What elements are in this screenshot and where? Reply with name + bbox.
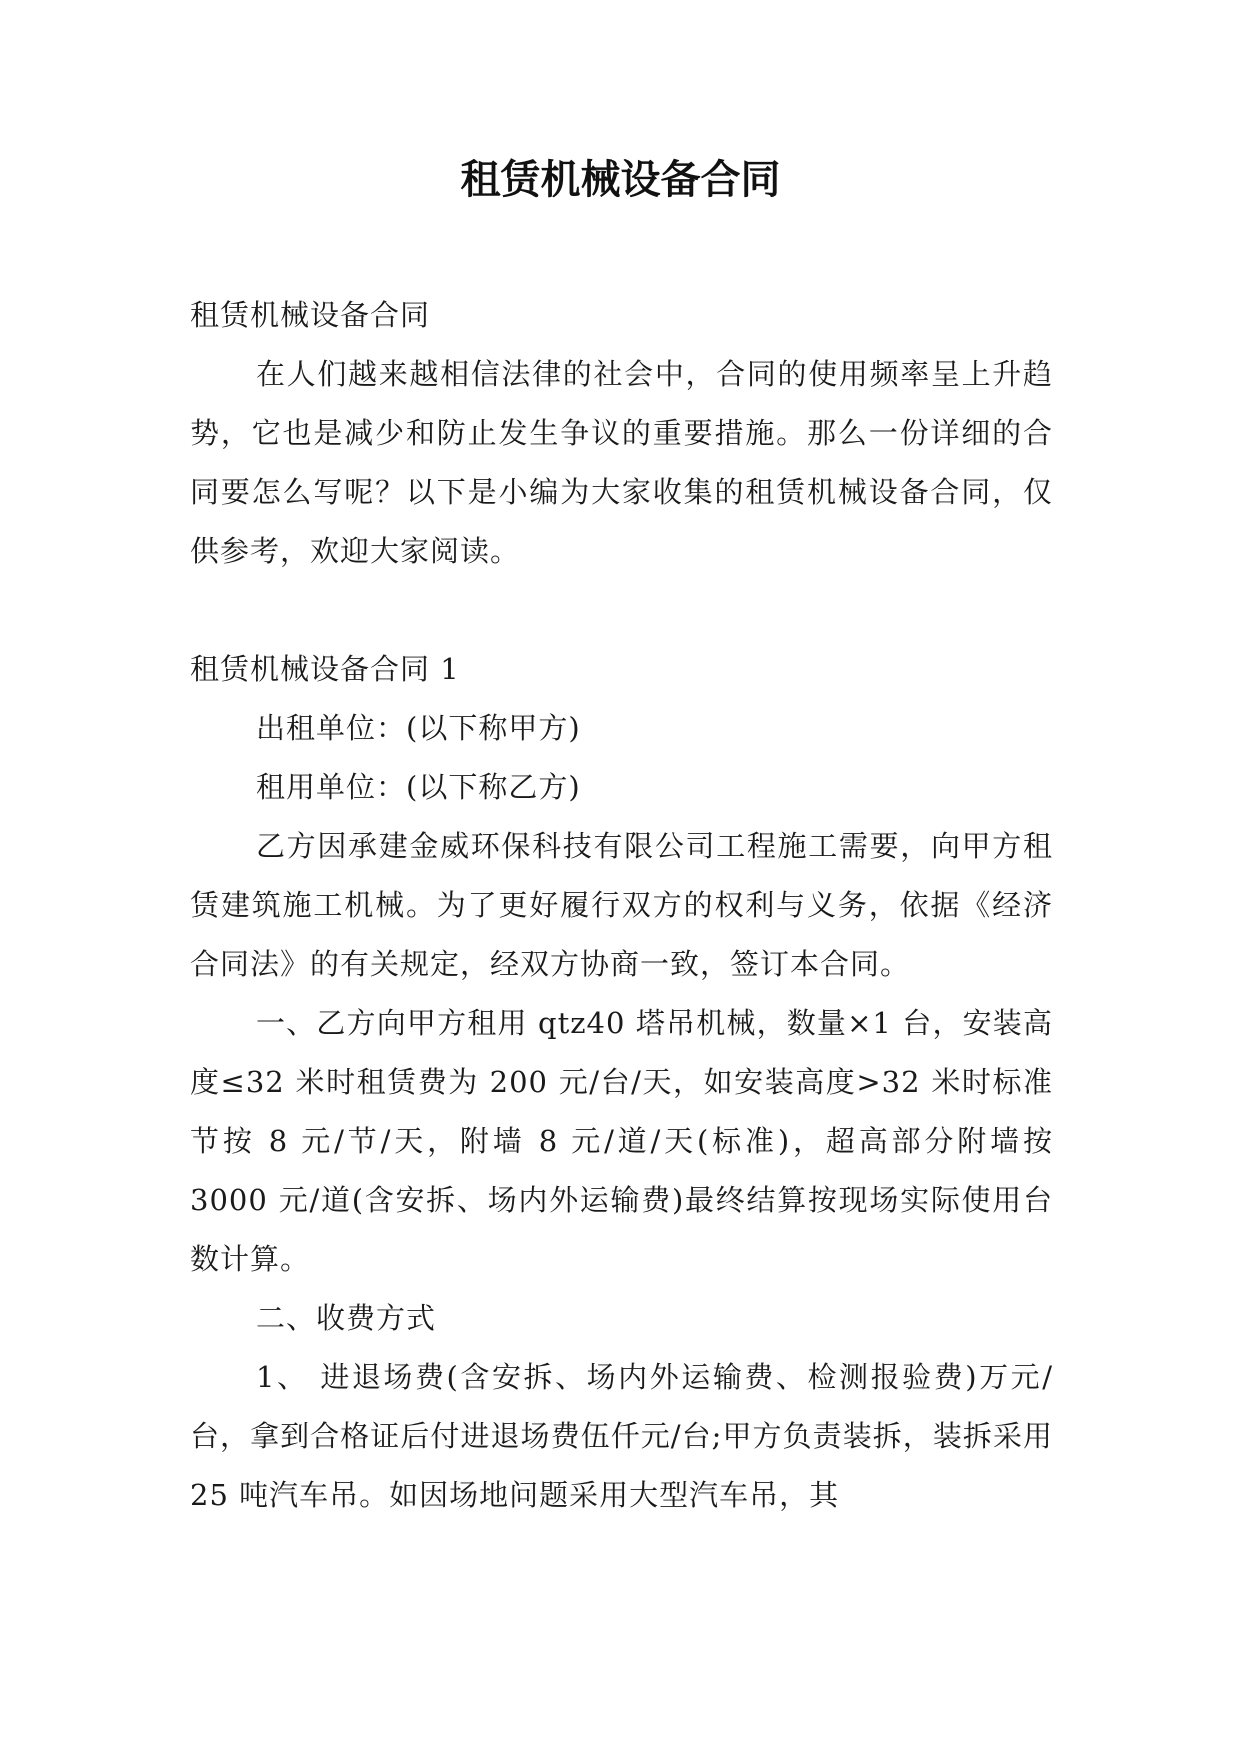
lessee-line: 租用单位：(以下称乙方) [256, 770, 581, 804]
lessor-line: 出租单位：(以下称甲方) [256, 711, 581, 745]
paragraph-spacer [190, 581, 1053, 640]
preamble-paragraph: 乙方因承建金威环保科技有限公司工程施工需要，向甲方租赁建筑施工机械。为了更好履行双方的权利与义务，依据《经济合同法》的有关规定，经双方协商一致，签订本合同。 [190, 829, 1053, 981]
clause-two-item-one: 1、 进退场费(含安拆、场内外运输费、检测报验费)万元/台，拿到合格证后付进退场费伍仟元/台;甲方负责装拆，装拆采用 25 吨汽车吊。如因场地问题采用大型汽车吊，其 [190, 1360, 1053, 1512]
section-heading: 租赁机械设备合同 [190, 298, 431, 332]
document-title: 租赁机械设备合同 [460, 156, 781, 203]
clause-two-heading: 二、收费方式 [256, 1301, 437, 1335]
document-body [190, 286, 1053, 1525]
intro-paragraph: 在人们越来越相信法律的社会中，合同的使用频率呈上升趋势，它也是减少和防止发生争议的重要措施。那么一份详细的合同要怎么写呢？以下是小编为大家收集的租赁机械设备合同，仅供参考，欢迎大家阅读。 [190, 357, 1053, 568]
clause-one-paragraph: 一、乙方向甲方租用 qtz40 塔吊机械，数量×1 台，安装高度≤32 米时租赁费为 200 元/台/天，如安装高度>32 米时标准节按 8 元/节/天，附墙 8 元/道/天(标准)，超高部分附墙按 3000 元/道(含安拆、场内外运输费)最终结算按现场实际使用台数计算。 [190, 1006, 1053, 1276]
contract-heading: 租赁机械设备合同 1 [190, 652, 460, 686]
